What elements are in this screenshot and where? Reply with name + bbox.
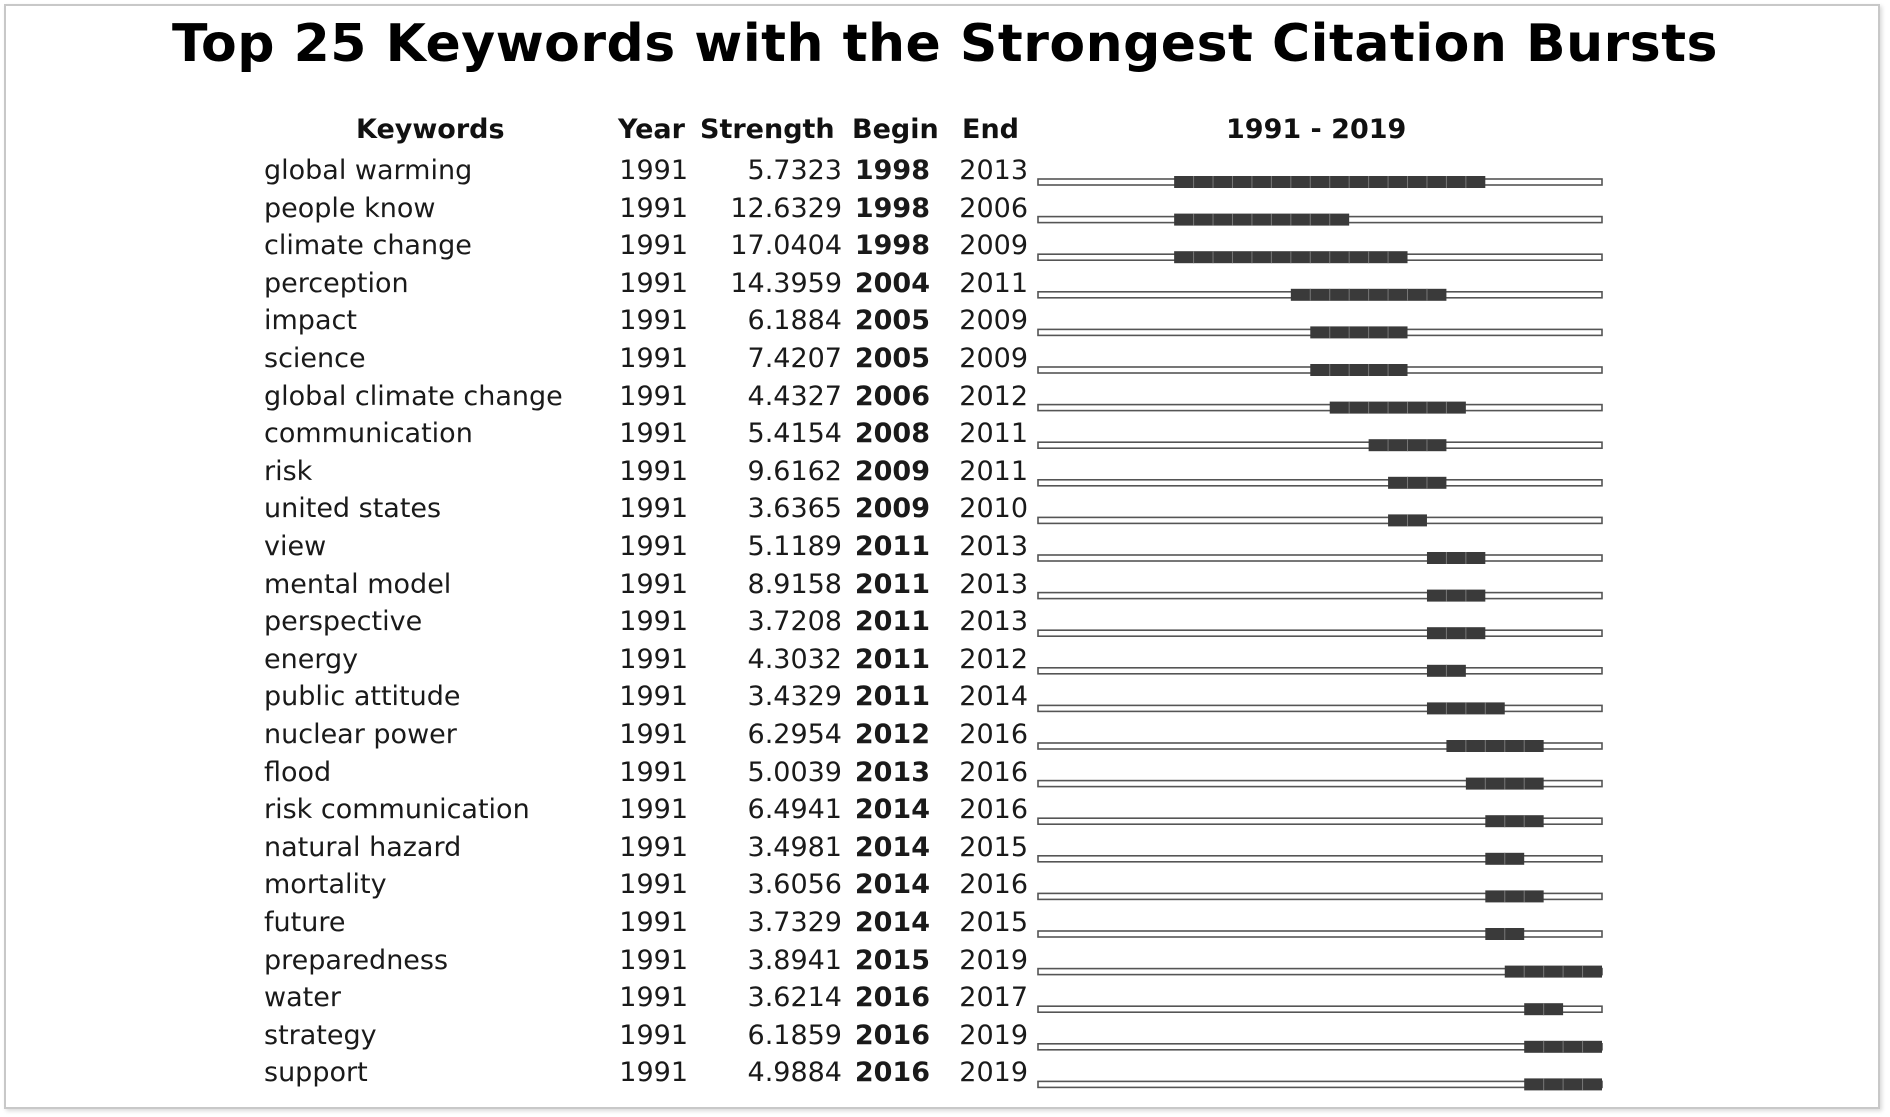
burst-bar: [1427, 627, 1485, 639]
cell-end: 2015: [959, 907, 1028, 938]
cell-end: 2006: [959, 192, 1028, 224]
cell-year: 1991: [619, 1057, 688, 1089]
burst-bar: [1310, 326, 1407, 338]
cell-begin: 2011: [854, 606, 930, 638]
cell-strength: 17.0404: [730, 230, 842, 262]
cell-year: 1991: [619, 944, 688, 976]
cell-keyword: risk: [264, 455, 313, 487]
cell-begin: 2011: [854, 531, 930, 562]
cell-end: 2013: [959, 606, 1028, 638]
cell-year: 1991: [619, 531, 688, 562]
cell-year: 1991: [619, 606, 688, 638]
header-year: Year: [618, 114, 685, 145]
cell-end: 2009: [959, 343, 1028, 374]
cell-end: 2013: [959, 568, 1028, 600]
cell-begin: 2014: [854, 869, 930, 901]
cell-end: 2014: [959, 681, 1028, 713]
cell-end: 2016: [959, 794, 1028, 826]
cell-end: 2017: [959, 982, 1028, 1014]
cell-begin: 2005: [854, 305, 930, 337]
cell-begin: 2014: [854, 907, 930, 938]
cell-end: 2019: [959, 1057, 1028, 1089]
cell-strength: 3.6056: [747, 869, 842, 901]
cell-keyword: view: [264, 531, 327, 562]
cell-year: 1991: [619, 643, 688, 675]
cell-begin: 2016: [854, 982, 930, 1014]
cell-end: 2015: [959, 831, 1028, 863]
burst-bar: [1485, 815, 1543, 827]
cell-end: 2016: [959, 756, 1028, 788]
cell-strength: 3.7208: [747, 606, 842, 638]
timeline-track: [1038, 1081, 1602, 1087]
cell-year: 1991: [619, 305, 688, 337]
cell-year: 1991: [619, 681, 688, 713]
cell-end: 2011: [959, 267, 1028, 299]
cell-keyword: climate change: [264, 230, 472, 262]
cell-strength: 3.4329: [747, 681, 842, 713]
cell-year: 1991: [619, 230, 688, 262]
cell-keyword: water: [264, 982, 341, 1014]
cell-begin: 2011: [854, 568, 930, 600]
cell-end: 2013: [959, 155, 1028, 186]
burst-bar: [1485, 890, 1543, 902]
cell-keyword: mortality: [264, 869, 387, 901]
cell-end: 2009: [959, 230, 1028, 262]
cell-end: 2011: [959, 418, 1028, 450]
cell-keyword: public attitude: [264, 681, 461, 713]
burst-bar: [1505, 966, 1602, 978]
timeline-track: [1038, 668, 1602, 674]
timeline-track: [1038, 555, 1602, 561]
burst-bar: [1330, 402, 1466, 414]
cell-keyword: energy: [264, 643, 359, 675]
cell-end: 2012: [959, 643, 1028, 675]
cell-end: 2011: [959, 455, 1028, 487]
cell-year: 1991: [619, 192, 688, 224]
cell-year: 1991: [619, 267, 688, 299]
cell-year: 1991: [619, 756, 688, 788]
cell-begin: 2014: [854, 831, 930, 863]
cell-begin: 2011: [854, 681, 930, 713]
cell-keyword: united states: [264, 493, 442, 525]
cell-strength: 4.3032: [747, 643, 842, 675]
cell-keyword: nuclear power: [264, 719, 457, 750]
cell-strength: 6.1859: [747, 1019, 842, 1051]
burst-bar: [1310, 364, 1407, 376]
cell-keyword: strategy: [264, 1019, 377, 1051]
cell-year: 1991: [619, 155, 688, 186]
header-keywords: Keywords: [356, 114, 505, 145]
cell-keyword: perspective: [264, 606, 423, 638]
cell-keyword: people know: [264, 192, 436, 224]
cell-begin: 2012: [854, 719, 930, 750]
cell-keyword: global climate change: [264, 380, 563, 412]
cell-year: 1991: [619, 1019, 688, 1051]
cell-year: 1991: [619, 343, 688, 374]
cell-strength: 12.6329: [730, 192, 842, 224]
cell-year: 1991: [619, 455, 688, 487]
burst-bar: [1427, 552, 1485, 564]
cell-strength: 5.4154: [747, 418, 842, 450]
cell-keyword: science: [264, 343, 366, 374]
chart-title: Top 25 Keywords with the Strongest Citation Bursts: [171, 14, 1719, 74]
cell-year: 1991: [619, 831, 688, 863]
cell-keyword: communication: [264, 418, 473, 450]
cell-strength: 7.4207: [747, 343, 842, 374]
cell-keyword: impact: [264, 305, 357, 337]
cell-strength: 4.4327: [747, 380, 842, 412]
cell-strength: 8.9158: [747, 568, 842, 600]
cell-strength: 3.6214: [747, 982, 842, 1014]
cell-begin: 2013: [854, 756, 930, 788]
cell-begin: 1998: [854, 192, 930, 224]
cell-strength: 5.7323: [747, 155, 842, 186]
cell-strength: 4.9884: [747, 1057, 842, 1089]
header-strength: Strength: [700, 114, 835, 145]
timeline-track: [1038, 405, 1602, 411]
cell-year: 1991: [619, 982, 688, 1014]
header-end: End: [962, 114, 1019, 145]
burst-bar: [1174, 214, 1349, 226]
timeline-track: [1038, 705, 1602, 711]
cell-strength: 3.7329: [747, 907, 842, 938]
cell-strength: 5.1189: [747, 531, 842, 562]
cell-strength: 14.3959: [730, 267, 842, 299]
cell-end: 2009: [959, 305, 1028, 337]
cell-begin: 2016: [854, 1057, 930, 1089]
cell-begin: 1998: [854, 230, 930, 262]
cell-begin: 2014: [854, 794, 930, 826]
cell-strength: 6.1884: [747, 305, 842, 337]
cell-begin: 2016: [854, 1019, 930, 1051]
cell-keyword: risk communication: [264, 794, 530, 826]
cell-begin: 2009: [854, 455, 930, 487]
timeline-track: [1038, 480, 1602, 486]
cell-begin: 2005: [854, 343, 930, 374]
cell-begin: 1998: [854, 155, 930, 186]
timeline-track: [1038, 593, 1602, 599]
cell-year: 1991: [619, 493, 688, 525]
timeline-track: [1038, 1044, 1602, 1050]
cell-year: 1991: [619, 380, 688, 412]
cell-begin: 2015: [854, 944, 930, 976]
cell-keyword: perception: [264, 267, 409, 299]
cell-strength: 3.8941: [747, 944, 842, 976]
cell-strength: 3.4981: [747, 831, 842, 863]
cell-keyword: mental model: [264, 568, 452, 600]
cell-end: 2016: [959, 719, 1028, 750]
cell-end: 2019: [959, 944, 1028, 976]
cell-year: 1991: [619, 869, 688, 901]
cell-end: 2010: [959, 493, 1028, 525]
cell-strength: 3.6365: [747, 493, 842, 525]
cell-begin: 2004: [854, 267, 930, 299]
cell-end: 2013: [959, 531, 1028, 562]
header-year-range: 1991 - 2019: [1226, 114, 1407, 145]
cell-keyword: natural hazard: [264, 831, 462, 863]
cell-keyword: future: [264, 907, 346, 938]
cell-end: 2019: [959, 1019, 1028, 1051]
cell-begin: 2009: [854, 493, 930, 525]
timeline-track: [1038, 442, 1602, 448]
cell-year: 1991: [619, 719, 688, 750]
cell-keyword: preparedness: [264, 944, 449, 976]
cell-begin: 2011: [854, 643, 930, 675]
cell-year: 1991: [619, 794, 688, 826]
burst-bar: [1446, 740, 1543, 752]
cell-end: 2016: [959, 869, 1028, 901]
cell-strength: 9.6162: [747, 455, 842, 487]
cell-strength: 6.4941: [747, 794, 842, 826]
cell-strength: 5.0039: [747, 756, 842, 788]
cell-end: 2012: [959, 380, 1028, 412]
cell-keyword: global warming: [264, 155, 473, 186]
burst-bar: [1427, 590, 1485, 602]
cell-year: 1991: [619, 568, 688, 600]
header-begin: Begin: [852, 114, 939, 145]
cell-strength: 6.2954: [747, 719, 842, 750]
cell-keyword: support: [264, 1057, 368, 1089]
timeline-track: [1038, 517, 1602, 523]
cell-keyword: flood: [264, 756, 332, 788]
cell-year: 1991: [619, 418, 688, 450]
timeline-track: [1038, 1006, 1602, 1012]
burst-bar: [1388, 477, 1446, 489]
timeline-track: [1038, 630, 1602, 636]
cell-year: 1991: [619, 907, 688, 938]
cell-begin: 2006: [854, 380, 930, 412]
cell-begin: 2008: [854, 418, 930, 450]
